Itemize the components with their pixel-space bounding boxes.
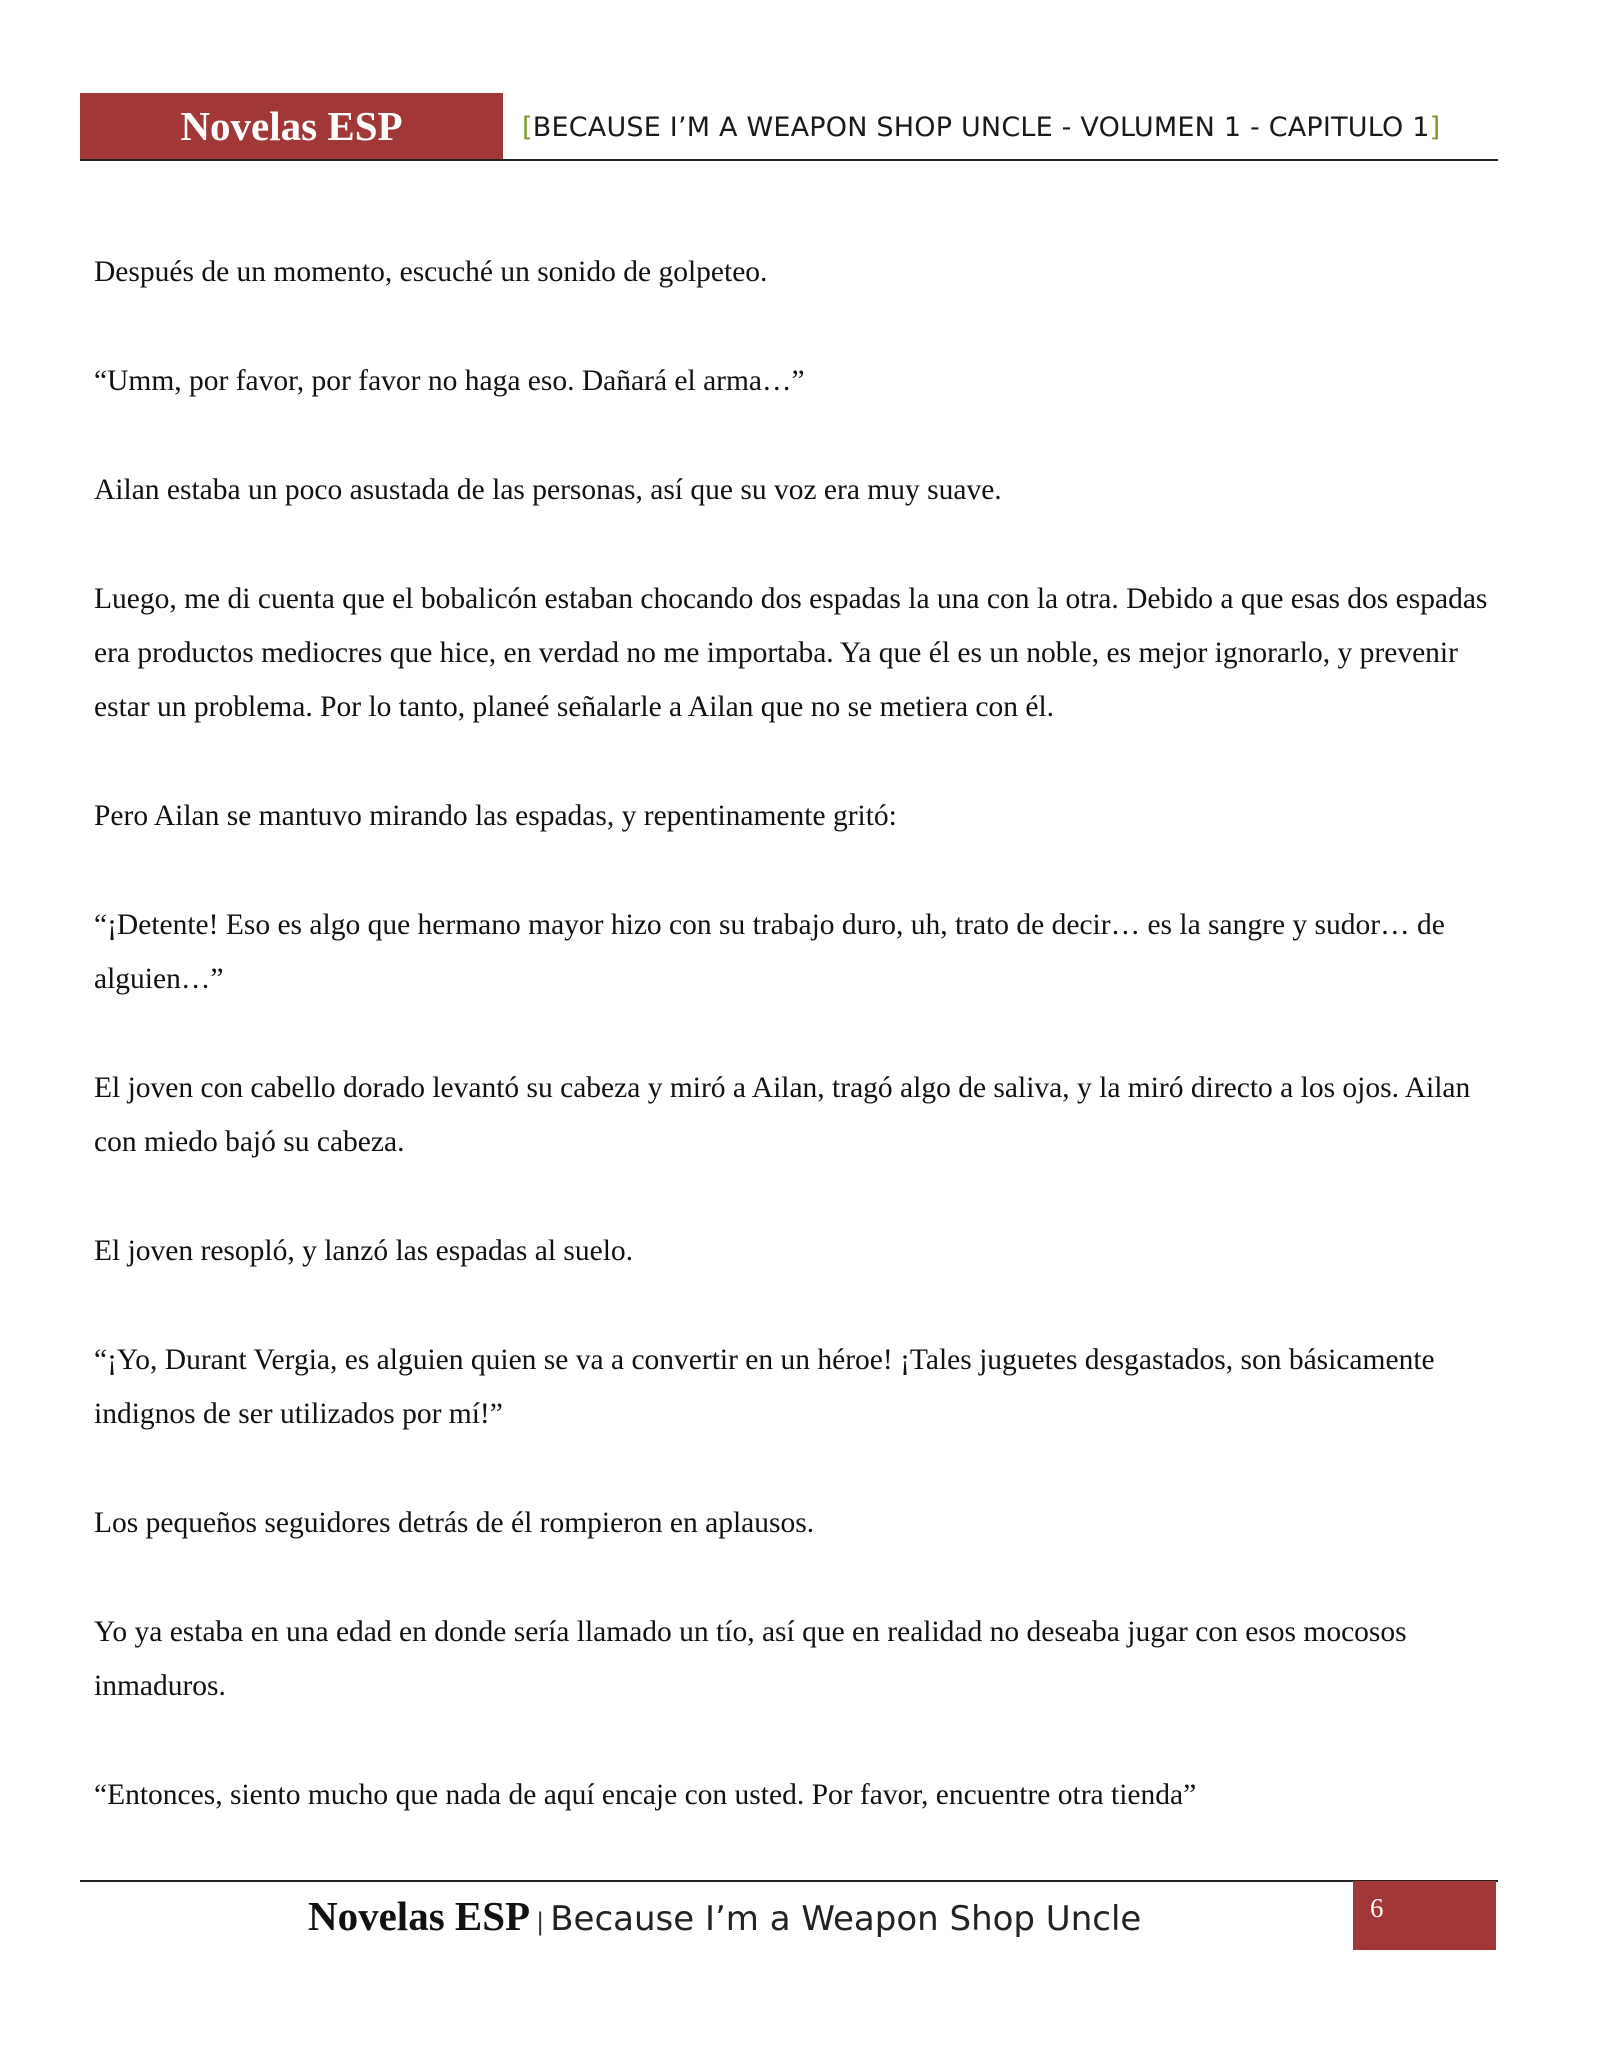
header-title-text: BECAUSE I’M A WEAPON SHOP UNCLE - VOLUMEN 1 - CAPITULO 1 xyxy=(532,112,1430,143)
header-bracket-open: [ xyxy=(522,112,533,143)
paragraph: Luego, me di cuenta que el bobalicón estaban chocando dos espadas la una con la otra. Debido a que esas dos espadas era productos mediocres que hice, en verdad no me importaba. Ya que él es un noble, es mejor ignorarlo, y prevenir estar un problema. Por lo tanto, planeé señalarle a Ailan que no se metiera con él. xyxy=(94,583,1488,723)
header-divider xyxy=(80,159,1498,161)
paragraph: “¡Detente! Eso es algo que hermano mayor hizo con su trabajo duro, uh, trato de decir… es la sangre y sudor… de alguien…” xyxy=(94,909,1445,995)
footer-book-title: Because I’m a Weapon Shop Uncle xyxy=(550,1899,1142,1939)
footer-separator: | xyxy=(536,1908,545,1936)
paragraph: Después de un momento, escuché un sonido de golpeteo. xyxy=(94,256,768,288)
paragraph: El joven resopló, y lanzó las espadas al suelo. xyxy=(94,1235,634,1267)
paragraph: “¡Yo, Durant Vergia, es alguien quien se va a convertir en un héroe! ¡Tales juguetes desgastados, son básicamente indignos de ser utilizados por mí!” xyxy=(94,1344,1435,1430)
footer-divider xyxy=(80,1880,1498,1882)
paragraph: El joven con cabello dorado levantó su cabeza y miró a Ailan, tragó algo de saliva, y la miró directo a los ojos. Ailan con miedo bajó su cabeza. xyxy=(94,1072,1471,1158)
paragraph: Los pequeños seguidores detrás de él rompieron en aplausos. xyxy=(94,1507,815,1539)
page-number-badge xyxy=(1353,1881,1496,1950)
page-number: 6 xyxy=(1370,1893,1384,1923)
paragraph: Ailan estaba un poco asustada de las personas, así que su voz era muy suave. xyxy=(94,474,1002,506)
header-bracket-close: ] xyxy=(1429,112,1441,143)
footer-brand-label: Novelas ESP xyxy=(308,1893,531,1939)
paragraph: Yo ya estaba en una edad en donde sería llamado un tío, así que en realidad no deseaba jugar con esos mocosos inmaduros. xyxy=(94,1616,1407,1702)
document-body xyxy=(94,245,1514,1877)
header-chapter-title xyxy=(522,112,1440,143)
paragraph: “Umm, por favor, por favor no haga eso. Dañará el arma…” xyxy=(94,365,805,397)
footer-caption xyxy=(308,1892,1141,1940)
header-brand-label: Novelas ESP xyxy=(80,93,503,159)
paragraph: Pero Ailan se mantuvo mirando las espadas, y repentinamente gritó: xyxy=(94,800,897,832)
paragraph: “Entonces, siento mucho que nada de aquí encaje con usted. Por favor, encuentre otra tienda” xyxy=(94,1779,1197,1811)
